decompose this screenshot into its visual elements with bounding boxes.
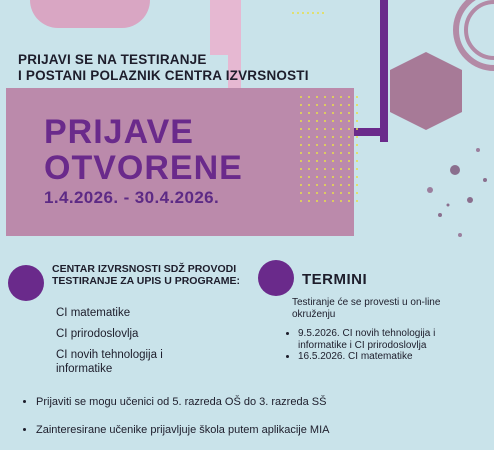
decorative-dot [316, 136, 318, 138]
decorative-dot [340, 168, 342, 170]
decorative-dot [308, 128, 310, 130]
decorative-dot [307, 12, 309, 14]
termini-heading: TERMINI [302, 271, 368, 288]
decorative-dot [348, 184, 350, 186]
decorative-dot [324, 200, 326, 202]
decorative-dot [332, 96, 334, 98]
decorative-dot [348, 120, 350, 122]
decorative-dot [340, 144, 342, 146]
termini-list [286, 328, 476, 363]
decorative-dot [324, 120, 326, 122]
decorative-dot [324, 128, 326, 130]
hero-title [44, 114, 243, 186]
decorative-dot [316, 112, 318, 114]
decorative-dot [316, 176, 318, 178]
decorative-dot [317, 12, 319, 14]
decorative-dot [316, 144, 318, 146]
decorative-dot [340, 128, 342, 130]
decorative-dot [300, 144, 302, 146]
decorative-dot [316, 96, 318, 98]
decorative-dot [308, 152, 310, 154]
decorative-dot [292, 12, 294, 14]
header-line-2: I POSTANI POLAZNIK CENTRA IZVRSNOSTI [18, 68, 309, 83]
decorative-dot [300, 192, 302, 194]
decorative-dot [340, 176, 342, 178]
decorative-dot [356, 160, 358, 162]
decorative-dot [348, 112, 350, 114]
decorative-dot [324, 96, 326, 98]
header-line-1: PRIJAVI SE NA TESTIRANJE [18, 52, 207, 67]
decorative-dot [356, 192, 358, 194]
decorative-dot [308, 120, 310, 122]
left-heading: CENTAR IZVRSNOSTI SDŽ PROVODI TESTIRANJE ZA UPIS U PROGRAME: [52, 263, 241, 287]
decorative-dot [332, 168, 334, 170]
decorative-dot [316, 184, 318, 186]
decorative-dot [356, 120, 358, 122]
decorative-dot [300, 136, 302, 138]
decorative-dot [340, 136, 342, 138]
left-circle [8, 265, 44, 301]
decorative-dot [322, 12, 324, 14]
decorative-dot [356, 136, 358, 138]
decorative-dot [308, 160, 310, 162]
right-circle [258, 260, 294, 296]
decorative-dot [308, 200, 310, 202]
hero-line-2: OTVORENE [44, 149, 243, 187]
decorative-dot [324, 192, 326, 194]
decorative-dot [300, 168, 302, 170]
decorative-dot [332, 176, 334, 178]
decorative-dot [300, 120, 302, 122]
decorative-dot [316, 200, 318, 202]
decorative-dot [348, 136, 350, 138]
decorative-dot [308, 112, 310, 114]
decorative-dot [308, 96, 310, 98]
decorative-dot [332, 128, 334, 130]
left-item-3: CI novih tehnologija i informatike [56, 349, 163, 375]
decorative-dot [300, 160, 302, 162]
decorative-dot [324, 160, 326, 162]
decorative-dot [324, 184, 326, 186]
decorative-dot [340, 152, 342, 154]
decorative-dot [332, 104, 334, 106]
bottom-item-1: • Prijaviti se mogu učenici od 5. razreda OŠ do 3. razreda SŠ [36, 396, 482, 408]
decorative-dot [316, 104, 318, 106]
decorative-dot [316, 128, 318, 130]
hero-dates: 1.4.2026. - 30.4.2026. [44, 188, 220, 207]
decorative-dot [324, 144, 326, 146]
decorative-dot [308, 168, 310, 170]
purple-vertical-bar [380, 0, 388, 142]
decorative-dot [348, 96, 350, 98]
decorative-dot [356, 168, 358, 170]
decorative-dot [340, 184, 342, 186]
left-item-2: CI prirodoslovlja [56, 328, 139, 340]
header-title [18, 52, 309, 84]
decorative-dot [324, 152, 326, 154]
left-item-1: CI matematike [56, 307, 131, 319]
decorative-dot [340, 112, 342, 114]
decorative-dot [312, 12, 314, 14]
decorative-dot [356, 144, 358, 146]
decorative-dot [300, 112, 302, 114]
decorative-dot [324, 136, 326, 138]
decorative-dot [356, 200, 358, 202]
decorative-dot [324, 112, 326, 114]
decorative-dot [332, 144, 334, 146]
decorative-dot [340, 104, 342, 106]
dot-grid-top [292, 12, 322, 17]
decorative-dot [300, 176, 302, 178]
decorative-dot [348, 168, 350, 170]
termini-intro: Testiranje će se provesti u on-line okruženju [292, 297, 441, 320]
decorative-dot [300, 96, 302, 98]
hero-line-1: PRIJAVE [44, 113, 194, 151]
decorative-dot [300, 104, 302, 106]
decorative-dot [356, 112, 358, 114]
decorative-dot [348, 104, 350, 106]
decorative-dot [316, 168, 318, 170]
decorative-dot [340, 120, 342, 122]
decorative-dot [332, 200, 334, 202]
decorative-dot [324, 168, 326, 170]
dot-grid-right [300, 96, 360, 196]
decorative-dot [356, 184, 358, 186]
decorative-dot [348, 200, 350, 202]
decorative-dot [332, 120, 334, 122]
decorative-dot [324, 104, 326, 106]
termini-item-2: • 16.5.2026. CI matematike [298, 351, 476, 363]
decorative-dot [316, 120, 318, 122]
decorative-dot [308, 144, 310, 146]
decorative-dot [340, 160, 342, 162]
decorative-dot [316, 192, 318, 194]
decorative-dot [332, 192, 334, 194]
decorative-dot [356, 128, 358, 130]
termini-item-1: • 9.5.2026. CI novih tehnologija i informatike i CI prirodoslovlja [298, 328, 476, 351]
decorative-dot [356, 152, 358, 154]
decorative-dot [308, 176, 310, 178]
decorative-dot [348, 152, 350, 154]
pink-pill-shape [30, 0, 150, 28]
decorative-dot [300, 200, 302, 202]
decorative-dot [300, 128, 302, 130]
decorative-dot [308, 184, 310, 186]
decorative-dot [356, 176, 358, 178]
hexagon-shape [390, 52, 462, 130]
decorative-dot [332, 152, 334, 154]
decorative-dot [348, 160, 350, 162]
decorative-dot [356, 96, 358, 98]
decorative-dot [308, 104, 310, 106]
decorative-dot [348, 128, 350, 130]
decorative-dot [348, 176, 350, 178]
bottom-item-2: • Zainteresirane učenike prijavljuje škola putem aplikacije MIA [36, 424, 482, 436]
decorative-dot [348, 144, 350, 146]
decorative-dot [308, 192, 310, 194]
decorative-dot [300, 184, 302, 186]
decorative-dot [332, 112, 334, 114]
decorative-dot [324, 176, 326, 178]
bottom-list [22, 396, 482, 436]
decorative-dot [340, 192, 342, 194]
decorative-dot [332, 136, 334, 138]
decorative-dot [316, 152, 318, 154]
decorative-dot [356, 104, 358, 106]
decorative-dot [348, 192, 350, 194]
decorative-dot [332, 184, 334, 186]
decorative-dot [308, 136, 310, 138]
decorative-dot [302, 12, 304, 14]
decorative-dot [332, 160, 334, 162]
decorative-dot [300, 152, 302, 154]
decorative-dot [297, 12, 299, 14]
decorative-dot [316, 160, 318, 162]
decorative-dot [340, 96, 342, 98]
decorative-dot [340, 200, 342, 202]
